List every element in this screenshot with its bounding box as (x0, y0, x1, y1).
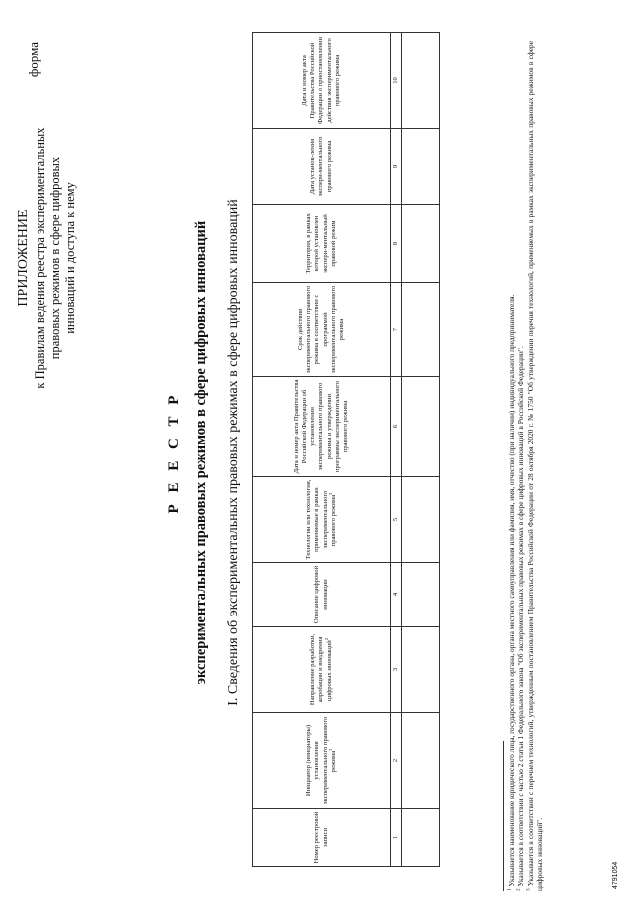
appendix-line-1: к Правилам ведения реестра экспериментальных (33, 127, 47, 389)
register-table (252, 32, 440, 867)
header-row (253, 33, 391, 867)
column-header (253, 283, 391, 377)
column-header-label: Инициатор (инициаторы) установления экспериментального правового режима (305, 716, 337, 805)
table-cell (402, 129, 440, 205)
table-cell (402, 809, 440, 867)
column-number: 4 (391, 563, 402, 627)
column-header (253, 477, 391, 563)
footnote-ref: 2 (323, 637, 329, 641)
footnote-text: Указывается в соответствии с перечнем технологий, утвержденным постановлением Правительства Российской Федерации от 28 октября 2020 г. № 1750 "Об утверждении перечня технологий, применяемых в рамках экспериментальных правовых режимов в сфере цифровых инноваций". (525, 41, 544, 891)
column-header-label: Дата и номер акта Правительства Российской Федерации о приостановлении действия экспериментального правового режима (300, 36, 341, 125)
empty-entry-row (402, 33, 440, 867)
column-header-label: Технологии или технология, применяемые в рамках экспериментального правового режима (305, 479, 337, 560)
column-number: 7 (391, 283, 402, 377)
appendix-line-3: инноваций и доступа к нему (63, 182, 77, 334)
column-header (253, 33, 391, 129)
table-cell (402, 563, 440, 627)
footnotes (503, 41, 544, 891)
column-number: 9 (391, 129, 402, 205)
appendix-title: ПРИЛОЖЕНИЕ (16, 209, 31, 307)
column-header-label: Направление разработки, апробации и внедрения цифровых инноваций (309, 633, 333, 706)
column-number: 10 (391, 33, 402, 129)
column-header-label: Дата установ-ления экспери-ментального правового режима (309, 136, 333, 197)
table-cell (402, 377, 440, 477)
column-header-label: Описание цифровой инновации (313, 565, 329, 624)
register-title: Р Е Е С Т Р (166, 391, 182, 514)
appendix-header (16, 118, 78, 398)
column-number: 2 (391, 713, 402, 809)
register-heading (166, 0, 210, 905)
table-cell (402, 205, 440, 283)
column-header (253, 563, 391, 627)
column-header-label: Номер реестровой записи (313, 811, 329, 864)
table-cell (402, 477, 440, 563)
footnote-mark: 2 (515, 888, 522, 891)
document-code: 4791054 (612, 861, 619, 889)
footnote-1 (507, 41, 516, 891)
column-number: 3 (391, 627, 402, 713)
footnote-ref: 3 (327, 492, 333, 495)
table-cell (402, 33, 440, 129)
column-number: 6 (391, 377, 402, 477)
column-header-label: Срок действия экспериментального правового режима в соответствии с программой экспериментального правового режима (296, 285, 345, 374)
footnote-ref: 1 (327, 748, 333, 751)
table-cell (402, 627, 440, 713)
footnote-text: Указывается наименование юридического лица, государственного органа, органа местного самоуправления или фамилия, имя, отчество (при наличии) индивидуального предпринимателя. (507, 294, 516, 887)
column-number: 5 (391, 477, 402, 563)
column-header (253, 129, 391, 205)
register-subtitle: экспериментальных правовых режимов в сфере цифровых инноваций (193, 220, 209, 685)
column-number: 1 (391, 809, 402, 867)
column-header (253, 713, 391, 809)
column-header (253, 205, 391, 283)
form-label: форма (26, 42, 41, 78)
column-header-label: Территория, в рамках которой установлен экспери-ментальный правовой режим (305, 213, 337, 274)
column-number-row (391, 33, 402, 867)
footnote-separator (503, 741, 504, 891)
footnote-2 (516, 41, 525, 891)
footnote-mark: 3 (525, 888, 532, 891)
column-header (253, 377, 391, 477)
column-header (253, 809, 391, 867)
footnote-mark: 1 (506, 888, 513, 891)
column-number: 8 (391, 205, 402, 283)
appendix-line-2: правовых режимов в сфере цифровых (48, 156, 62, 360)
footnote-3 (526, 41, 545, 891)
table-cell (402, 713, 440, 809)
column-header-label: Дата и номер акта Правительства Российской Федерации об установлении экспериментального правового режима и утверждении программы экспериментального правового режима (292, 379, 349, 474)
table-cell (402, 283, 440, 377)
footnote-text: Указывается в соответствии с частью 2 статьи 1 Федерального закона "Об экспериментальных правовых режимах в сфере цифровых инноваций в Российской Федерации". (516, 346, 526, 887)
section-title: I. Сведения об экспериментальных правовых режимах в сфере цифровых инноваций (226, 199, 241, 706)
column-header (253, 627, 391, 713)
